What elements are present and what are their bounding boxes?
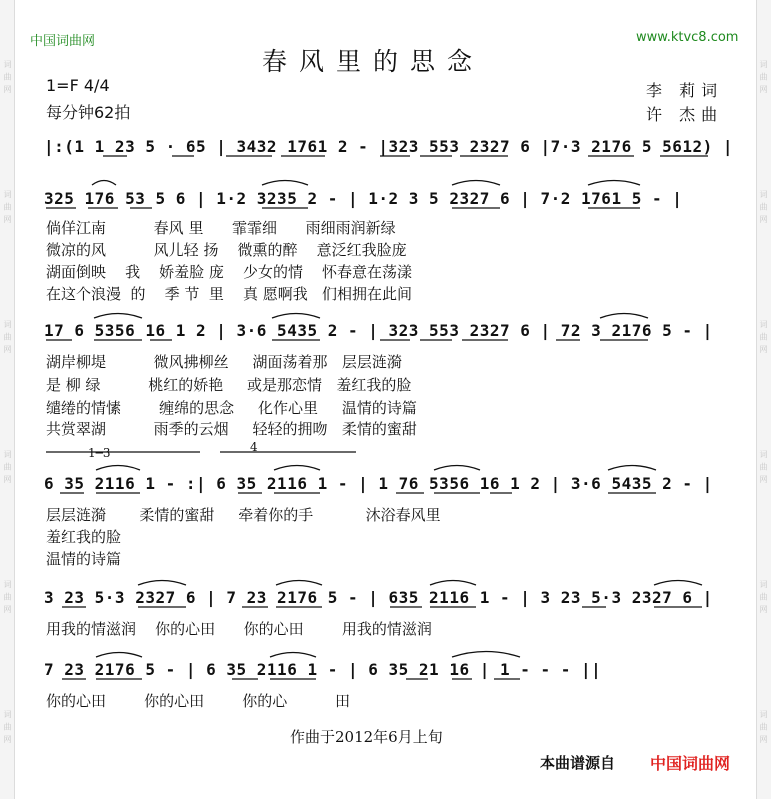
lyrics-line-2-verse-4: 共赏翠湖 雨季的云烟 轻轻的拥吻 柔情的蜜甜 — [46, 420, 417, 438]
lyrics-line-2-verse-2: 是 柳 绿 桃红的娇艳 或是那恋情 羞红我的脸 — [46, 376, 412, 394]
volta-first-ending: 1─3 — [88, 446, 111, 460]
lyrics-line-2-verse-3: 缱绻的情愫 缠绵的思念 化作心里 温情的诗篇 — [46, 399, 417, 417]
source-label: 本曲谱源自 — [540, 754, 616, 772]
key-signature: 1=F 4/4 — [46, 76, 110, 95]
lyrics-line-3-verse-2: 羞红我的脸 — [46, 528, 122, 546]
watermark-right: 词 曲 网 — [759, 450, 768, 485]
site-logo-left[interactable]: 中国词曲网 — [30, 34, 96, 49]
composer-credit: 许 杰曲 — [646, 105, 724, 124]
lyrics-line-1-verse-4: 在这个浪漫 的 季 节 里 真 愿啊我 们相拥在此间 — [46, 285, 413, 303]
watermark-left: 词 曲 网 — [3, 320, 12, 355]
watermark-left: 词 曲 网 — [3, 450, 12, 485]
lyrics-line-2-verse-1: 湖岸柳堤 微风拂柳丝 湖面荡着那 层层涟漪 — [46, 353, 402, 371]
score-line-1: 325 176 53 5 6 | 1·2 3235 2 - | 1·2 3 5 2327 6 | 7·2 1761 5 - | — [44, 189, 683, 208]
score-line-5: 7 23 2176 5 - | 6 35 2116 1 - | 6 35 21 16 | 1 - - - || — [44, 660, 602, 679]
tempo-marking: 每分钟62拍 — [46, 103, 131, 122]
lyrics-line-1-verse-3: 湖面倒映 我 娇羞脸 庞 少女的情 怀春意在荡漾 — [46, 263, 413, 281]
volta-second-ending: 4 — [250, 440, 258, 454]
lyrics-line-1-verse-1: 倘佯江南 春风 里 霏霏细 雨细雨润新绿 — [46, 219, 396, 237]
watermark-left: 词 曲 网 — [3, 710, 12, 745]
score-line-4: 3 23 5·3 2327 6 | 7 23 2176 5 - | 635 2116 1 - | 3 23 5·3 2327 6 | — [44, 588, 713, 607]
song-title: 春风里的思念 — [262, 47, 485, 76]
watermark-right: 词 曲 网 — [759, 710, 768, 745]
lyrics-line-3-verse-1: 层层涟漪 柔情的蜜甜 牵着你的手 沐浴春风里 — [46, 506, 441, 524]
watermark-right: 词 曲 网 — [759, 320, 768, 355]
source-site-link[interactable]: 中国词曲网 — [650, 754, 731, 773]
watermark-left: 词 曲 网 — [3, 60, 12, 95]
site-url-right[interactable]: www.ktvc8.com — [636, 30, 739, 45]
watermark-right: 词 曲 网 — [759, 60, 768, 95]
lyrics-line-4: 用我的情滋润 你的心田 你的心田 用我的情滋润 — [46, 620, 432, 638]
composition-date: 作曲于2012年6月上旬 — [290, 728, 443, 746]
score-line-3: 6 35 2116 1 - :| 6 35 2116 1 - | 1 76 5356 16 1 2 | 3·6 5435 2 - | — [44, 474, 713, 493]
lyrics-line-1-verse-2: 微凉的风 风儿轻 扬 微熏的醉 意泛红我脸庞 — [46, 241, 407, 259]
lyricist-credit: 李 莉词 — [646, 81, 724, 100]
watermark-left: 词 曲 网 — [3, 190, 12, 225]
lyrics-line-3-verse-3: 温情的诗篇 — [46, 550, 122, 568]
score-line-2: 17 6 5356 16 1 2 | 3·6 5435 2 - | 323 553 2327 6 | 72 3 2176 5 - | — [44, 321, 713, 340]
watermark-right: 词 曲 网 — [759, 580, 768, 615]
watermark-left: 词 曲 网 — [3, 580, 12, 615]
lyrics-line-5: 你的心田 你的心田 你的心 田 — [46, 692, 350, 710]
score-intro-line: |:(1 1 23 5 · 65 | 3432 1761 2 - |323 553 2327 6 |7·3 2176 5 5612) | — [44, 137, 734, 156]
watermark-right: 词 曲 网 — [759, 190, 768, 225]
